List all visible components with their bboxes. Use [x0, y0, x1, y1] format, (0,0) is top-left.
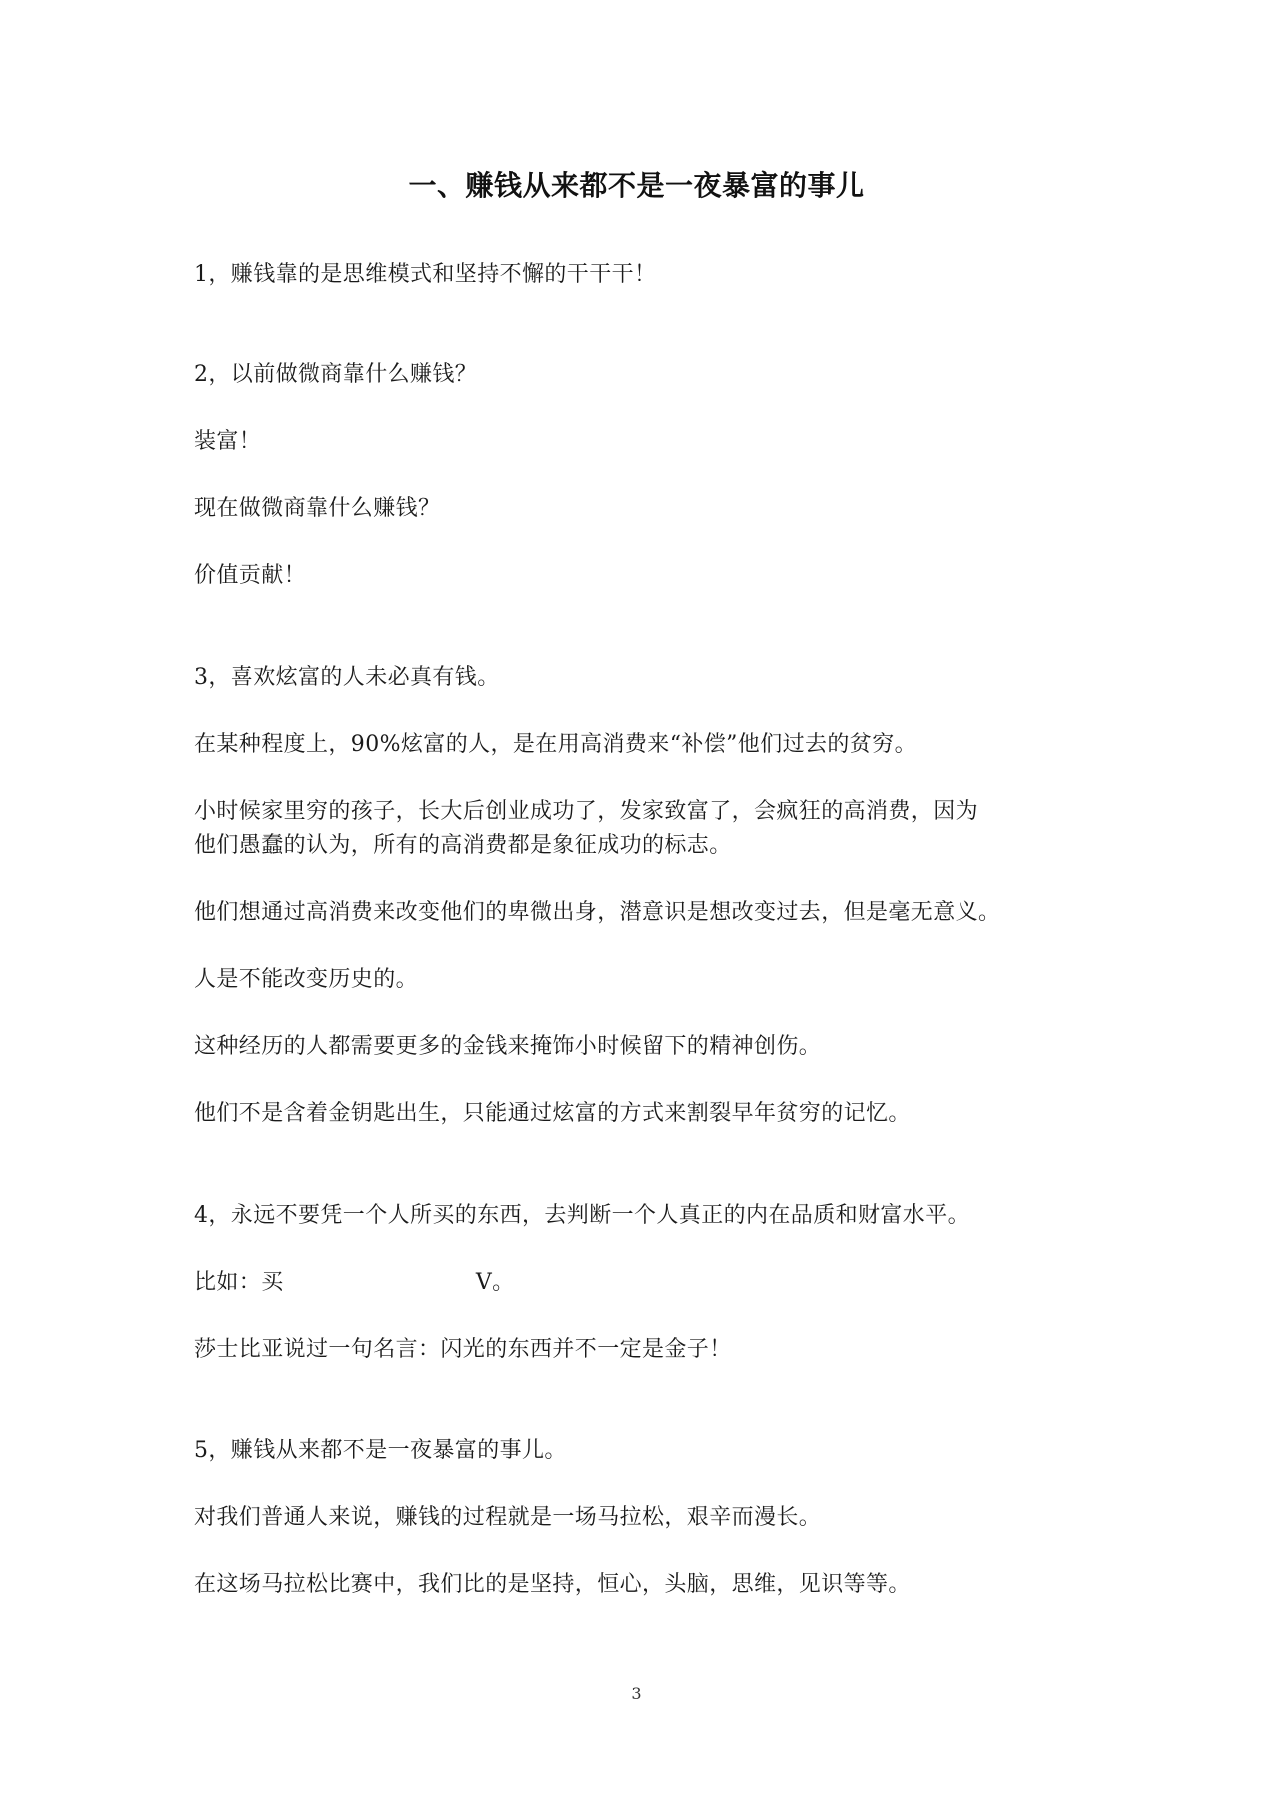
- paragraph-line: 他们想通过高消费来改变他们的卑微出身，潜意识是想改变过去，但是毫无意义。: [194, 900, 1001, 925]
- paragraph-line: 他们不是含着金钥匙出生，只能通过炫富的方式来割裂早年贫穷的记忆。: [194, 1101, 911, 1126]
- paragraph-line: 他们愚蠢的认为，所有的高消费都是象征成功的标志。: [194, 833, 732, 858]
- paragraph-line: 2，以前做微商靠什么赚钱？: [194, 362, 478, 387]
- paragraph-line: 5，赚钱从来都不是一夜暴富的事儿。: [194, 1438, 567, 1463]
- paragraph-line: 这种经历的人都需要更多的金钱来掩饰小时候留下的精神创伤。: [194, 1034, 822, 1059]
- paragraph-line: 比如：买 V。: [194, 1270, 515, 1295]
- paragraph-line: 人是不能改变历史的。: [194, 967, 419, 992]
- paragraph-line: 价值贡献！: [194, 563, 307, 588]
- paragraph-line: 现在做微商靠什么赚钱？: [194, 496, 441, 521]
- paragraph-line: 莎士比亚说过一句名言：闪光的东西并不一定是金子！: [194, 1337, 732, 1362]
- page-title: 一、赚钱从来都不是一夜暴富的事儿: [408, 169, 865, 202]
- paragraph-line: 在某种程度上，90%炫富的人，是在用高消费来“补偿”他们过去的贫穷。: [194, 732, 917, 757]
- paragraph-line: 3，喜欢炫富的人未必真有钱。: [194, 665, 500, 690]
- paragraph-line: 对我们普通人来说，赚钱的过程就是一场马拉松，艰辛而漫长。: [194, 1505, 822, 1530]
- paragraph-line: 小时候家里穷的孩子，长大后创业成功了，发家致富了，会疯狂的高消费，因为: [194, 799, 979, 824]
- paragraph-line: 在这场马拉松比赛中，我们比的是坚持，恒心，头脑，思维，见识等等。: [194, 1572, 911, 1597]
- paragraph-line: 1，赚钱靠的是思维模式和坚持不懈的干干干！: [194, 262, 657, 287]
- paragraph-line: 4，永远不要凭一个人所买的东西，去判断一个人真正的内在品质和财富水平。: [194, 1203, 970, 1228]
- page-number: 3: [631, 1684, 642, 1703]
- paragraph-line: 装富！: [194, 429, 262, 454]
